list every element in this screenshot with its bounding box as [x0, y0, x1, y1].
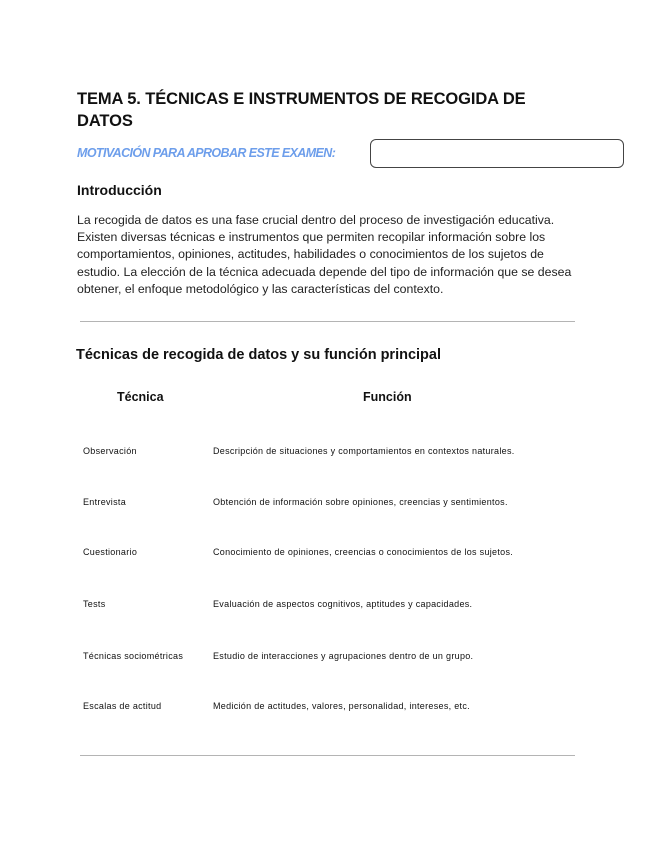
function-cell: Conocimiento de opiniones, creencias o conocimientos de los sujetos. — [213, 547, 514, 557]
technique-cell: Técnicas sociométricas — [83, 651, 184, 661]
technique-cell: Escalas de actitud — [83, 701, 162, 711]
function-cell: Estudio de interacciones y agrupaciones dentro de un grupo. — [213, 651, 474, 661]
motivation-input[interactable] — [370, 139, 624, 168]
function-cell: Evaluación de aspectos cognitivos, aptitudes y capacidades. — [213, 599, 473, 609]
technique-cell: Entrevista — [83, 497, 127, 507]
column-header-function: Función — [363, 390, 412, 404]
function-cell: Medición de actitudes, valores, personalidad, intereses, etc. — [213, 701, 470, 711]
introduction-heading: Introducción — [77, 182, 162, 198]
motivation-row — [77, 139, 627, 171]
introduction-paragraph: La recogida de datos es una fase crucial dentro del proceso de investigación educativa. Existen diversas técnicas e instrumentos que permiten recopilar información sobre los comportamientos, opiniones, actitudes, habilidades o conocimientos de los sujetos de estudio. La elección de la técnica adecuada depende del tipo de información que se desea obtener, el enfoque metodológico y las características del contexto. — [77, 213, 572, 296]
column-header-technique: Técnica — [117, 390, 164, 404]
section-divider — [80, 755, 575, 756]
technique-cell: Tests — [83, 599, 106, 609]
technique-cell: Cuestionario — [83, 547, 138, 557]
technique-cell: Observación — [83, 446, 137, 456]
page-title: TEMA 5. TÉCNICAS E INSTRUMENTOS DE RECOGIDA DE DATOS — [77, 90, 526, 130]
techniques-heading: Técnicas de recogida de datos y su función principal — [76, 347, 442, 363]
motivation-label: MOTIVACIÓN PARA APROBAR ESTE EXAMEN: — [77, 146, 336, 160]
function-cell: Obtención de información sobre opiniones, creencias y sentimientos. — [213, 497, 508, 507]
section-divider — [80, 321, 575, 322]
function-cell: Descripción de situaciones y comportamientos en contextos naturales. — [213, 446, 515, 456]
